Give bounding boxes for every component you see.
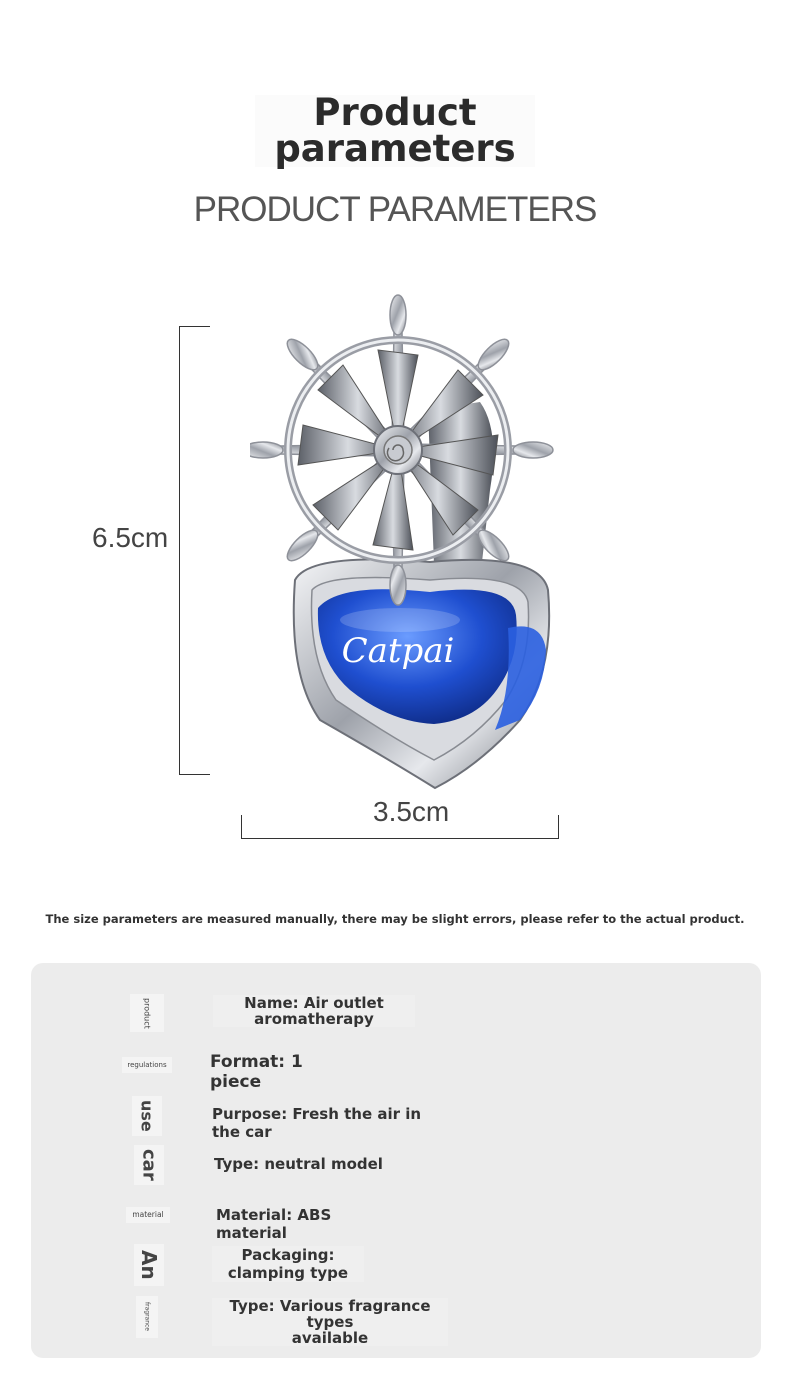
spec-value-purpose: Purpose: Fresh the air in the car: [212, 1105, 422, 1141]
spec-value-name: Name: Air outlet aromatherapy: [213, 995, 415, 1027]
title-line-2: parameters: [274, 127, 516, 170]
spec-label-product: product: [130, 994, 164, 1032]
width-dimension-line: [241, 838, 559, 839]
height-dimension-bottom-tick: [179, 774, 210, 775]
size-disclaimer: The size parameters are measured manually, there may be slight errors, please refer to the actual product.: [45, 912, 745, 926]
spec-value-type: Type: neutral model: [214, 1155, 383, 1173]
height-dimension-line: [179, 326, 180, 775]
spec-label-material: material: [126, 1207, 170, 1223]
page-title: [255, 91, 535, 170]
spec-label-regulations: regulations: [122, 1057, 172, 1073]
height-dimension-top-tick: [179, 326, 210, 327]
spec-value-fragrance: Type: Various fragrance types available: [212, 1298, 448, 1346]
spec-label-use: use: [132, 1096, 162, 1136]
ship-wheel: [250, 295, 553, 605]
spec-label-car: car: [134, 1145, 164, 1185]
height-dimension-label: 6.5cm: [92, 522, 169, 553]
width-dimension-right-tick: [558, 815, 559, 839]
width-dimension-left-tick: [241, 815, 242, 839]
product-image: [250, 290, 610, 800]
spec-value-format: Format: 1 piece: [210, 1052, 303, 1092]
spec-value-material: Material: ABS material: [216, 1206, 332, 1242]
spec-label-an: An: [134, 1244, 164, 1286]
page-subtitle: PRODUCT PARAMETERS: [193, 190, 597, 229]
brand-text: Catpai: [341, 631, 455, 671]
spec-label-fragrance: fragrance: [136, 1296, 158, 1338]
title-line-1: Product: [313, 91, 477, 134]
spec-value-packaging: Packaging: clamping type: [212, 1246, 364, 1282]
width-dimension-label: 3.5cm: [373, 796, 450, 827]
